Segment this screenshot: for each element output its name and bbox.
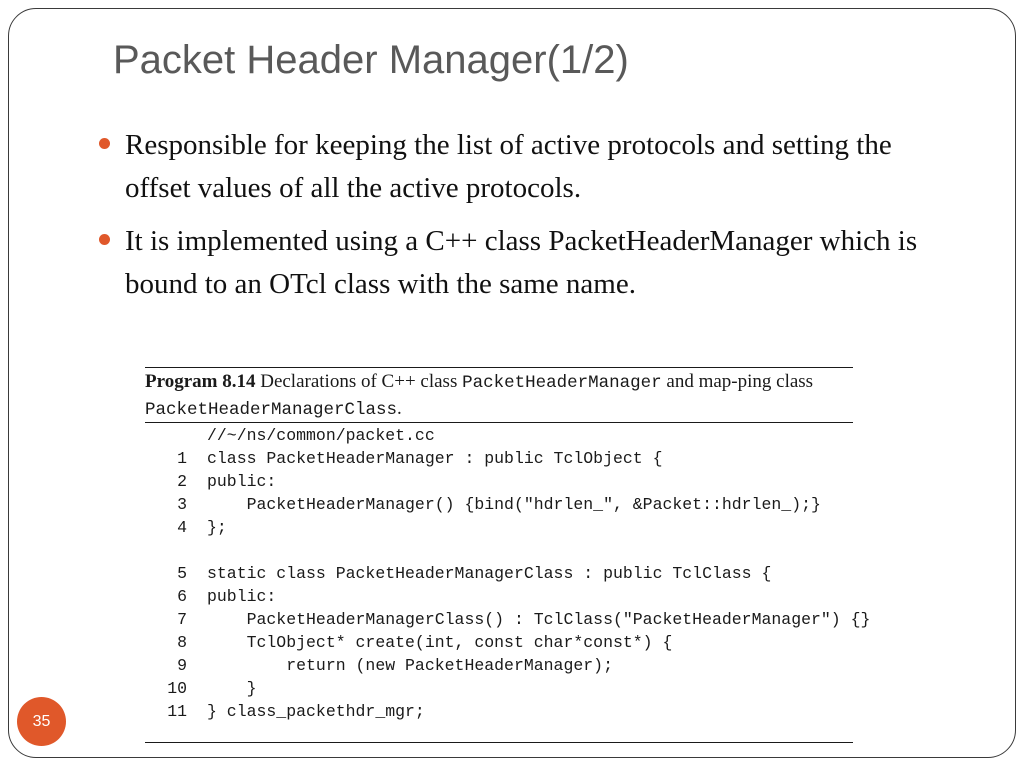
code-line — [145, 677, 853, 700]
code-line — [145, 424, 853, 447]
code-text: //~/ns/common/packet.cc — [207, 426, 435, 445]
bullet-item — [95, 220, 955, 306]
top-rule — [145, 367, 853, 368]
code-text: return (new PacketHeaderManager); — [207, 656, 613, 675]
line-number: 3 — [177, 495, 187, 514]
code-text: }; — [207, 518, 227, 537]
code-line — [145, 585, 853, 608]
code-line — [145, 516, 853, 539]
line-number: 11 — [167, 702, 187, 721]
code-text: public: — [207, 472, 277, 491]
bullet-text: It is implemented using a C++ class PacketHeaderManager which is bound to an OTcl class with the same name. — [125, 225, 918, 300]
bullet-dot-icon — [99, 234, 110, 245]
code-text: TclObject* create(int, const char*const*) { — [207, 633, 673, 652]
code-line — [145, 700, 853, 723]
line-number: 10 — [167, 679, 187, 698]
code-text: PacketHeaderManager() {bind("hdrlen_", &Packet::hdrlen_);} — [207, 495, 821, 514]
program-label: Program 8.14 — [145, 371, 256, 392]
bullet-dot-icon — [99, 138, 110, 149]
code-block — [145, 424, 871, 723]
code-line — [145, 631, 853, 654]
caption-text: and map-ping class — [661, 371, 814, 392]
code-line — [145, 562, 853, 585]
page-number-badge: 35 — [17, 697, 66, 746]
line-number: 4 — [177, 518, 187, 537]
program-listing — [145, 367, 871, 744]
line-number: 2 — [177, 472, 187, 491]
code-line — [145, 654, 853, 677]
code-text: } class_packethdr_mgr; — [207, 702, 425, 721]
bullet-list — [95, 124, 955, 316]
caption-class-name: PacketHeaderManager — [462, 373, 662, 393]
code-text: public: — [207, 587, 277, 606]
code-line — [145, 447, 853, 470]
caption-text: . — [397, 398, 402, 419]
bullet-item — [95, 124, 955, 210]
code-text: PacketHeaderManagerClass() : TclClass("PacketHeaderManager") {} — [207, 610, 871, 629]
bottom-rule — [145, 742, 853, 743]
bullet-text: Responsible for keeping the list of active protocols and setting the offset values of all the active protocols. — [125, 129, 892, 204]
line-number: 6 — [177, 587, 187, 606]
code-line — [145, 608, 871, 631]
slide-title: Packet Header Manager(1/2) — [113, 38, 629, 82]
code-line — [145, 539, 853, 562]
code-line — [145, 493, 853, 516]
program-caption — [145, 369, 853, 423]
caption-class-name: PacketHeaderManagerClass — [145, 400, 398, 420]
code-text: static class PacketHeaderManagerClass : public TclClass { — [207, 564, 772, 583]
code-line — [145, 470, 853, 493]
caption-text: Declarations of C++ class — [255, 371, 463, 392]
code-text: } — [207, 679, 257, 698]
line-number: 1 — [177, 449, 187, 468]
line-number: 5 — [177, 564, 187, 583]
line-number: 9 — [177, 656, 187, 675]
middle-rule — [145, 422, 853, 423]
line-number: 7 — [177, 610, 187, 629]
code-text: class PacketHeaderManager : public TclObject { — [207, 449, 663, 468]
line-number: 8 — [177, 633, 187, 652]
